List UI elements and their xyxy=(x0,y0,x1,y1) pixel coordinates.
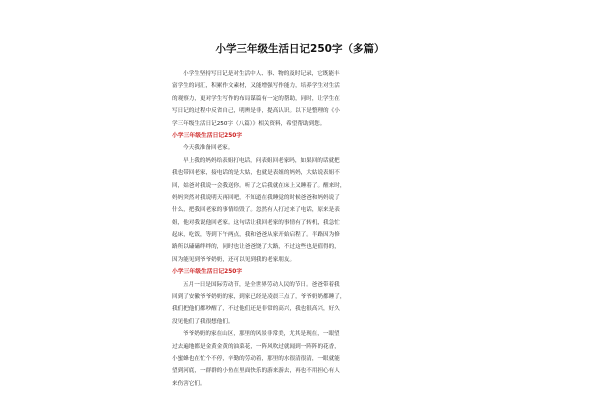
document-body xyxy=(172,68,434,390)
body-text-line: 妈妈突然对我说明天再回吧，不知道在我睡觉的时候爸爸和妈妈说了 xyxy=(172,194,340,201)
body-text-line: 富学生的词汇，积累作文素材，又能增强写作能力，培养学生对生活 xyxy=(172,83,340,90)
body-text-line: 没见他们了我很想他们。 xyxy=(172,318,234,325)
body-text-line: 什么，把我回老家的事情给毁了。忽然有人打过来了电话，原来是表 xyxy=(172,207,340,214)
body-text-line: 起床，吃饭，等到下午两点，我和爸爸从家开始启程了。半路因为修 xyxy=(172,232,340,239)
body-text-line: 小学生坚持写日记是对生活中人、事、物的及时记录，它既能丰 xyxy=(183,71,340,77)
body-text-line: 的观察力，更对学生写作的布局谋篇有一定的帮助，同时，让学生在 xyxy=(172,95,340,102)
body-text-line: 过去遍地都是金黄金黄的油菜花，一阵风吹过就闻到一阵阵的花香， xyxy=(172,343,340,350)
body-text-line: 因为能见到爷爷奶奶，还可以见到我的老家朋友。 xyxy=(172,256,296,263)
body-text-line: 回，姑爸对我说一会我送你。听了之后我就在床上又睡着了。醒来时， xyxy=(172,182,346,189)
body-text-line: 望到河底，一群群的小鱼在里面快乐的游来游去，再也不用担心有人 xyxy=(172,368,340,375)
body-text-line: 小蜜蜂也在忙个不停，辛勤的劳动着，那里的水很清很清，一眼就能 xyxy=(172,355,340,362)
body-text-line: 早上我的妈妈给表姐打电话，问表姐回老家吗，如果回的话就把 xyxy=(183,157,340,164)
body-text-line: 学三年级生活日记250字（八篇）》相关资料，希望帮助到您。 xyxy=(172,120,326,127)
body-text-line: 写日记的过程中反省自己，明辨是非，提高认识。以下是整理的《小 xyxy=(172,108,340,115)
section-heading: 小学三年级生活日记250字 xyxy=(172,269,243,276)
body-text-line: 姐，他对我说他回老家。这句话让我回老家的事情有了转机，我急忙 xyxy=(172,219,340,226)
body-text-line: 我们把他们都吵醒了，不过他们还是非常的高兴，我也很高兴，好久 xyxy=(172,306,340,313)
body-text-line: 我也带回老家，接电话的是大姑，也就是表姐的妈妈，大姑说表姐不 xyxy=(172,170,340,177)
body-text-line: 今天我准备回老家。 xyxy=(183,145,234,152)
body-text-line: 爷爷奶奶的家在山区，那里的风景非常美，尤其是现在，一眼望 xyxy=(183,331,340,338)
body-text-line: 五月一日是国际劳动节，是全世界劳动人民的节日。爸爸带着我 xyxy=(183,281,340,288)
section-heading: 小学三年级生活日记250字 xyxy=(172,132,243,139)
body-text-line: 回到了安徽爷爷奶奶的家，到家已经是凌晨三点了，爷爷奶奶都睡了， xyxy=(172,294,346,301)
body-text-line: 来伤害它们。 xyxy=(172,380,206,387)
body-text-line: 路所以磕磕绊绊的，同时也让爸爸饶了大路，不过这些也是值得的， xyxy=(172,244,340,251)
document-title: 小学三年级生活日记250字（多篇） xyxy=(215,43,385,55)
